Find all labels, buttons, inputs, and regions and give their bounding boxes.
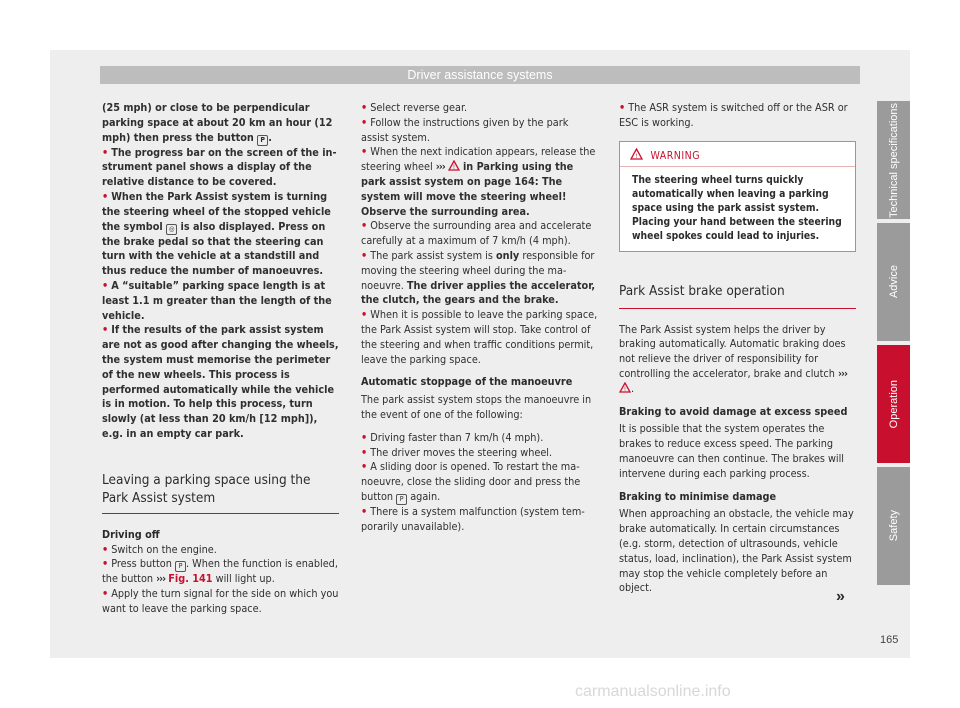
list-item: • Driving faster than 7 km/h (4 mph). [361, 430, 544, 444]
list-item: • Select reverse gear. [361, 101, 468, 114]
list-item: • If the results of the park assist system are not as good after changing the wheels, the system must memorise the perimeter of the new wheels. This process is performed automatically while the vehicle is in motion. To help this process, turn slowly (at less than 20 km/h [12 mph]), e.g. in an empty car park. [102, 323, 339, 440]
column-1 [102, 101, 339, 617]
subheading-automatic-stoppage: Automatic stoppage of the manoeuvre [361, 375, 573, 389]
list-item: • Apply the turn signal for the side on which you want to leave the parking space. [102, 587, 339, 615]
reference-arrow-icon: ››› [435, 160, 445, 174]
list-item-text: Switch on the engine. [111, 542, 217, 556]
intro-text: (25 mph) or close to be perpendicular parking space at about 20 km an hour (12 mph) then press the button [102, 101, 333, 144]
list-item-text: When it is possible to leave the parking space, the Park Assist system will stop. Take control of the steering and when traffic conditions permit, leave the parking space. [361, 308, 598, 366]
paragraph-text: The Park Assist system helps the driver by braking automatically. Automatic braking does not relieve the driver of responsibility for controlling the accelerator, brake and clutch [619, 322, 846, 380]
paragraph: The Park Assist system helps the driver by braking automatically. Automatic braking does not relieve the driver of responsibility for controlling the accelerator, brake and clutch ››› ! . [619, 322, 847, 395]
list-item: • A sliding door is opened. To restart the manoeuvre, close the sliding door and press the button P again. [361, 460, 581, 503]
subheading-driving-off: Driving off [102, 527, 160, 541]
page-header: Driver assistance systems [100, 66, 860, 84]
warning-triangle-icon [619, 382, 631, 393]
list-item: • Follow the instructions given by the park assist system. [361, 115, 569, 144]
list-item-text: . When the function is enabled, the button [102, 557, 338, 586]
warning-box [619, 141, 856, 252]
page-number: 165 [880, 634, 899, 646]
list-item: • Observe the surrounding area and accelerate carefully at a maximum of 7 km/h (4 mph). [361, 219, 592, 248]
list-item: • The ASR system is switched off or the ASR or ESC is working. [619, 101, 848, 129]
tab-advice[interactable] [877, 223, 910, 341]
intro-end: . [268, 130, 272, 144]
column-3 [619, 101, 856, 596]
list-item-text: is also displayed. Press on the brake pedal so that the steering can turn with the vehicle at a standstill and thus reduce the number of manoeuvres. [102, 219, 326, 278]
continue-marker: » [836, 588, 845, 605]
list-item: • Switch on the engine. [102, 542, 217, 556]
tab-technical-specifications[interactable] [877, 101, 910, 219]
figure-link[interactable]: Fig. 141 [168, 572, 213, 586]
list-item: • There is a system malfunction (system temporarily unavailable). [361, 504, 585, 533]
list-item-text: If the results of the park assist system are not as good after changing the wheels, the system must memorise the perimeter of the new wheels. This process is performed automatically while the vehicle is in motion. To help this process, turn slowly (at less than 20 km/h [12 mph]), e.g. in an empty car park. [102, 323, 339, 440]
steering-wheel-icon: ◎ [166, 224, 177, 235]
emphasis-text: The driver applies the accelerator, the clutch, the gears and the brake. [361, 278, 596, 307]
tab-label: Operation [887, 379, 900, 429]
list-item-text: The progress bar on the screen of the instrument panel shows a display of the relative distance to be covered. [102, 145, 337, 189]
list-item-text: responsible for moving the steering wheel during the manoeuvre. [361, 248, 595, 292]
list-item-text: Select reverse gear. [370, 101, 468, 114]
warning-triangle-icon [448, 160, 460, 171]
emphasis-text: only [495, 248, 520, 262]
tab-label: Safety [887, 510, 900, 542]
list-item-text: When the next indication appears, release the steering wheel [361, 145, 596, 174]
list-item: • When it is possible to leave the parking space, the Park Assist system will stop. Take control of the steering and when traffic conditions permit, leave the parking space. [361, 308, 598, 366]
reference-arrow-icon: ››› [837, 366, 847, 380]
warning-text: The steering wheel turns quickly automatically when leaving a parking space using the park assist system. Placing your hand between the steering wheel spokes could lead to injuries. [620, 166, 855, 251]
paragraph: It is possible that the system operates the brakes to reduce excess speed. The parking manoeuvre can then continue. The brakes will intervene during each parking process. [619, 422, 845, 480]
list-item-text: Observe the surrounding area and accelerate carefully at a maximum of 7 km/h (4 mph). [361, 219, 592, 248]
list-item: • Press button P . When the function is enabled, the button ››› Fig. 141 will light up. [102, 557, 338, 586]
list-item-text: The ASR system is switched off or the ASR or ESC is working. [619, 101, 848, 129]
list-item-text: The park assist system is [370, 248, 493, 262]
intro-paragraph [102, 101, 339, 146]
watermark: carmanualsonline.info [575, 683, 731, 700]
tab-label: Technical specifications [887, 102, 900, 218]
list-item: • When the Park Assist system is turning the steering wheel of the stopped vehicle the symbol ◎ is also displayed. Press on the brake pedal so that the steering can turn with the vehicle at a standstill and thus reduce the number of manoeuvres. [102, 189, 331, 278]
park-assist-button-icon: P [257, 135, 268, 146]
svg-text:!: ! [635, 151, 638, 160]
tab-operation[interactable] [877, 345, 910, 463]
paragraph: The park assist system stops the manoeuvre in the event of one of the following: [361, 393, 592, 421]
list-item-text: The driver moves the steering wheel. [370, 445, 553, 459]
cross-reference-link[interactable]: in Parking using the park assist system on page 164 [361, 160, 574, 188]
park-assist-button-icon: P [396, 494, 407, 505]
list-item-text: There is a system malfunction (system temporarily unavailable). [361, 504, 585, 533]
list-item: • The driver moves the steering wheel. [361, 445, 553, 459]
section-title-leaving: Leaving a parking space using the Park Assist system [102, 471, 311, 506]
list-item-text: Press button [111, 557, 172, 571]
warning-label: WARNING [650, 149, 701, 162]
paragraph: When approaching an obstacle, the vehicle may brake automatically. In certain circumstances (e.g. storm, detection of ultrasounds, vehicle status, load, inclination), the Park Assist system may stop the vehicle completely before an object. [619, 507, 854, 595]
list-item: • A “suitable” parking space length is at least 1.1 m greater than the length of the vehicle. [102, 278, 332, 322]
section-title-brake: Park Assist brake operation [619, 282, 785, 299]
list-item-text: When the Park Assist system is turning the steering wheel of the stopped vehicle the symbol [102, 189, 331, 233]
warning-header [620, 142, 855, 166]
list-item-text: Follow the instructions given by the park assist system. [361, 115, 569, 144]
list-item-text: Driving faster than 7 km/h (4 mph). [370, 430, 544, 444]
chapter-tabs [877, 101, 910, 589]
reference-arrow-icon: ››› [156, 572, 166, 586]
list-item-text: A “suitable” parking space length is at least 1.1 m greater than the length of the vehicle. [102, 278, 332, 322]
tab-label: Advice [887, 265, 900, 299]
list-item-text: Apply the turn signal for the side on which you want to leave the parking space. [102, 587, 339, 615]
list-item-text: will light up. [215, 572, 275, 586]
list-item: • When the next indication appears, release the steering wheel ››› ! in Parking using the park assist system on page 164: The system will move the steering wheel! Observe the surrounding area. [361, 145, 596, 218]
list-item-text: : The system will move the steering wheel! Observe the surrounding area. [361, 174, 567, 218]
column-2 [361, 101, 598, 535]
warning-triangle-icon [630, 148, 643, 160]
subheading-minimise-damage: Braking to minimise damage [619, 489, 777, 503]
list-item-text: again. [410, 489, 441, 503]
subheading-excess-speed: Braking to avoid damage at excess speed [619, 404, 848, 418]
svg-text:!: ! [623, 385, 627, 393]
park-assist-button-icon: P [175, 561, 186, 572]
svg-text:!: ! [452, 164, 455, 172]
list-item-text: A sliding door is opened. To restart the manoeuvre, close the sliding door and press the button [361, 460, 581, 503]
tab-safety[interactable] [877, 467, 910, 585]
list-item: • The progress bar on the screen of the instrument panel shows a display of the relative distance to be covered. [102, 145, 337, 189]
list-item: • The park assist system is only responsible for moving the steering wheel during the manoeuvre. The driver applies the accelerator, the clutch, the gears and the brake. [361, 248, 596, 307]
